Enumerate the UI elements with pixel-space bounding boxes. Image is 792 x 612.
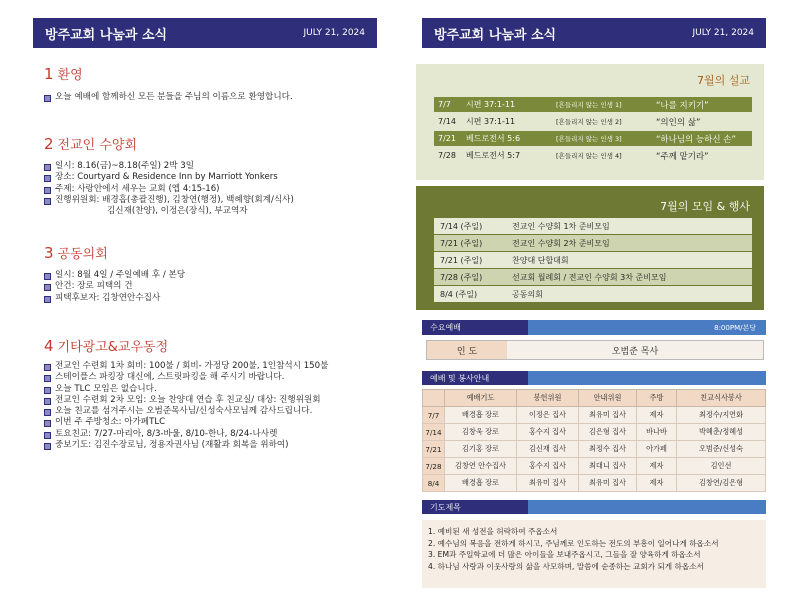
list-item: 전교인 수련회 2차 모임: 오늘 찬양대 연습 후 친교실/ 대상: 진행위원회: [44, 395, 384, 406]
right-page: [396, 0, 792, 612]
bullet-icon: [44, 198, 51, 205]
events-title: 7월의 모임 & 행사: [660, 200, 750, 213]
section-welcome-list: [44, 92, 384, 103]
list-item: 토요친교: 7/27-마리아, 8/3-바울, 8/10-한나, 8/24-나사렛: [44, 429, 384, 440]
list-item: 중보기도: 김진수장로님, 정용자권사님 (재활과 회복을 위하여): [44, 440, 384, 451]
service-table: [422, 389, 766, 492]
bullet-icon: [44, 164, 51, 171]
table-row: 7/7 배경흡 장로 이정은 집사 최유미 집사 제자 최정수/지연화: [423, 407, 766, 424]
list-item: 피택후보자: 김창연안수집사: [44, 293, 384, 304]
prayer-bar: [422, 500, 766, 514]
bullet-icon: [44, 443, 51, 450]
section-notices-title: 4 기타광고&교우동정: [44, 337, 169, 355]
event-row: 7/28 (주일) 선교회 월례회 / 전교인 수양회 3차 준비모임: [434, 269, 752, 285]
section-assembly-list: [44, 270, 384, 304]
prayer-label: 기도제목: [422, 500, 528, 514]
table-row: 7/28 김창연 안수집사 홍수지 집사 최대니 집사 제자 김인선: [423, 458, 766, 475]
header-date: JULY 21, 2024: [692, 28, 754, 38]
event-row: 7/21 (주일) 전교인 수양회 2차 준비모임: [434, 235, 752, 251]
wednesday-worship-bar: [422, 320, 766, 335]
bullet-icon: [44, 296, 51, 303]
table-header-row: 예배기도 봉헌위원 안내위원 주방 친교식사봉사: [423, 390, 766, 407]
worship-role: 인 도: [427, 341, 507, 359]
event-row: 7/21 (주일) 찬양대 단합대회: [434, 252, 752, 268]
list-item: 일시: 8.16(금)~8.18(주일) 2박 3일: [44, 161, 384, 172]
list-item: 오늘 친교를 섬겨주시는 오범준목사님/신성숙사모님께 감사드립니다.: [44, 406, 384, 417]
bullet-icon: [44, 284, 51, 291]
header-date: JULY 21, 2024: [303, 28, 365, 38]
list-item: 진행위원회: 배경흡(총괄진행), 김창연(행정), 백혜향(회계/식사): [44, 195, 384, 206]
table-row: 8/4 배경흡 장로 최유미 집사 최유미 집사 제자 김창연/김은형: [423, 475, 766, 492]
list-item: 안건: 장로 피택의 건: [44, 281, 384, 292]
bullet-icon: [44, 187, 51, 194]
bullet-icon: [44, 387, 51, 394]
worship-leader-row: [426, 340, 764, 360]
section-retreat-title: 2 전교인 수양회: [44, 135, 138, 153]
list-item: 4. 하나님 사랑과 이웃사랑의 삶을 사모하며, 말씀에 순종하는 교회가 되게 하옵소서: [428, 561, 704, 571]
list-item: 3. EM과 주일학교에 더 많은 아이들을 보내주옵시고, 그들을 잘 양육하게 하옵소서: [428, 550, 701, 559]
bullet-icon: [44, 175, 51, 182]
sermon-row: 7/21 베드로전서 5:6 [흔들리지 않는 인생 3] “하나님의 능하신 손”: [434, 131, 752, 146]
header-title: 방주교회 나눔과 소식: [45, 27, 168, 43]
bullet-icon: [44, 432, 51, 439]
sermon-row: 7/7 시편 37:1-11 [흔들리지 않는 인생 1] “나를 지키기”: [434, 97, 752, 112]
list-item-continued: 김신재(찬양), 이정은(장식), 부교역자: [107, 206, 248, 217]
bullet-icon: [44, 375, 51, 382]
header-title: 방주교회 나눔과 소식: [434, 27, 557, 43]
list-item: 스테이플스 파킹장 대신에, 스트릿파킹을 해 주시기 바랍니다.: [44, 372, 384, 383]
service-label: 예배 및 봉사안내: [422, 371, 528, 385]
right-header: [422, 18, 766, 48]
list-item: 일시: 8월 4일 / 주일예배 후 / 본당: [44, 270, 384, 281]
list-item: 1. 예비된 새 성전을 허락하여 주옵소서: [428, 527, 558, 536]
sermon-row: 7/28 베드로전서 5:7 [흔들리지 않는 인생 4] “주께 맡기라”: [438, 151, 709, 162]
bullet-icon: [44, 398, 51, 405]
prayer-list: [422, 526, 766, 572]
sermon-title: 7월의 설교: [697, 74, 750, 87]
sermon-row: 7/14 시편 37:1-11 [흔들리지 않는 인생 2] “의인의 삶”: [438, 117, 701, 128]
table-row: 7/21 김기홍 장로 김신재 집사 최정수 집사 아가페 오범준/신성숙: [423, 441, 766, 458]
event-row: 8/4 (주일) 공동의회: [434, 286, 752, 302]
worship-leader: 오범준 목사: [507, 341, 763, 359]
prayer-panel: [422, 520, 766, 588]
bullet-icon: [44, 95, 51, 102]
list-item: 전교인 수련회 1차 회비: 100불 / 회비- 가정당 200불, 1인참석시 150불: [44, 361, 384, 372]
bullet-icon: [44, 409, 51, 416]
section-welcome-title: 1 환영: [44, 65, 83, 83]
worship-label: 수요예배: [422, 320, 528, 335]
event-row: 7/14 (주일) 전교인 수양회 1차 준비모임: [434, 218, 752, 234]
list-item: 오늘 예배에 함께하신 모든 분들을 주님의 이름으로 환영합니다.: [44, 92, 384, 103]
list-item: 이번 주 주방청소: 아가페TLC: [44, 417, 384, 428]
bullet-icon: [44, 364, 51, 371]
service-bar: [422, 371, 766, 385]
section-notices-list: [44, 361, 384, 451]
left-header: [33, 18, 377, 48]
list-item: 오늘 TLC 모임은 없습니다.: [44, 384, 384, 395]
list-item: 장소: Courtyard & Residence Inn by Marriott Yonkers: [44, 172, 384, 183]
table-row: 7/14 김창욱 장로 홍수지 집사 김은형 집사 바나바 박혜춘/정혜성: [423, 424, 766, 441]
bullet-icon: [44, 420, 51, 427]
section-assembly-title: 3 공동의회: [44, 244, 108, 262]
list-item: 2. 예수님의 복음을 전하게 하시고, 주님께로 인도하는 전도의 부흥이 일어나게 하옵소서: [428, 538, 719, 548]
sermon-panel: [416, 64, 764, 180]
section-retreat-list: [44, 161, 384, 217]
bullet-icon: [44, 273, 51, 280]
worship-time: 8:00PM/본당: [528, 320, 766, 335]
list-item: 주제: 사랑안에서 세우는 교회 (엡 4:15-16): [44, 184, 384, 195]
events-panel: [416, 186, 764, 310]
